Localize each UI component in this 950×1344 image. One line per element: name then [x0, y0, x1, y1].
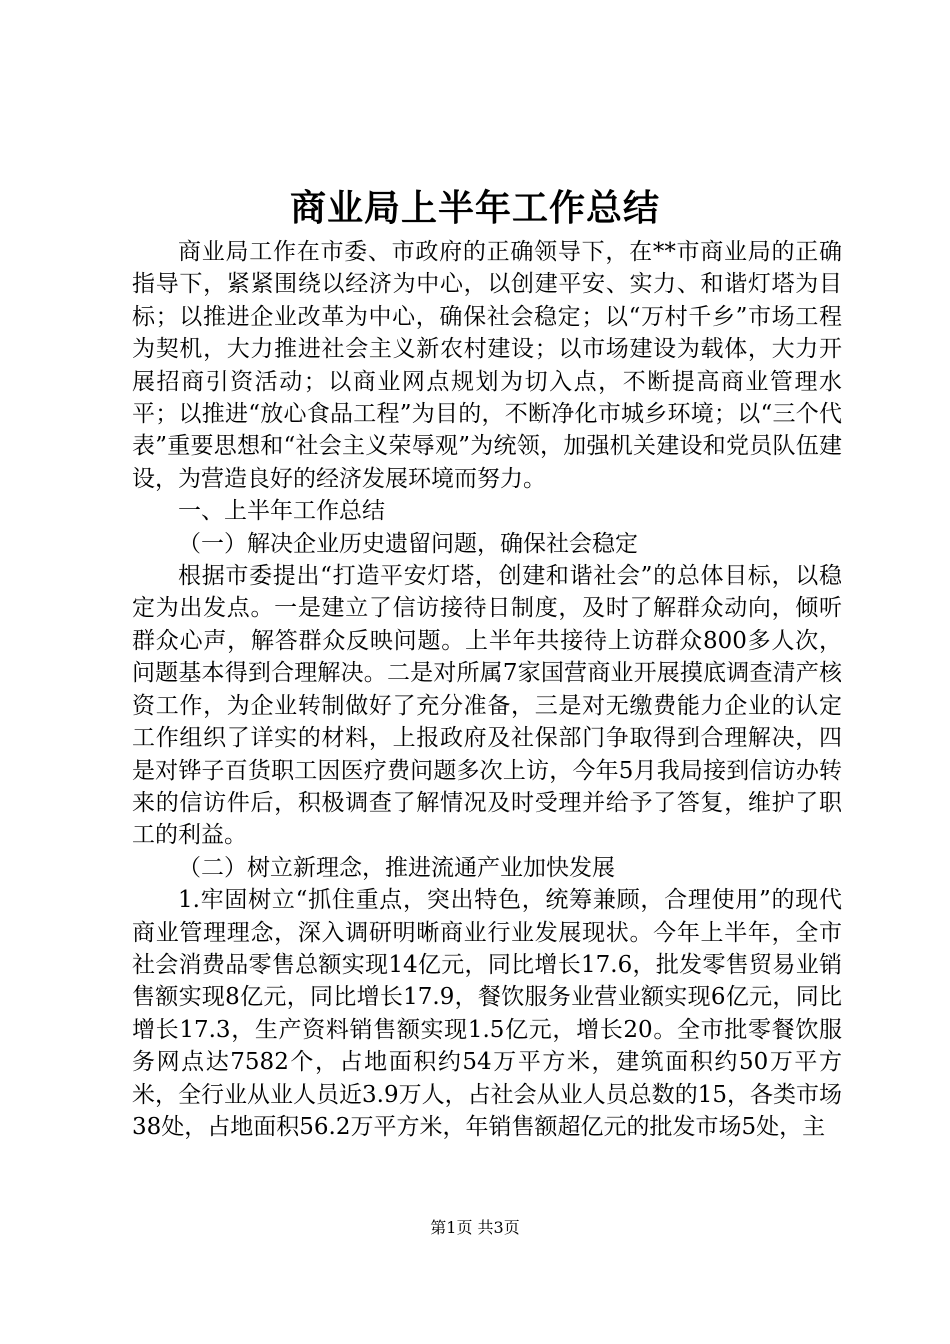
document-body — [132, 236, 842, 1143]
subsection-heading-2: （二）树立新理念，推进流通产业加快发展 — [178, 854, 615, 881]
document-title: 商业局上半年工作总结 — [289, 187, 660, 229]
paragraph-development: 1.牢固树立“抓住重点，突出特色，统筹兼顾，合理使用”的现代商业管理理念，深入调研明晰商业行业发展现状。今年上半年，全市社会消费品零售总额实现14亿元，同比增长17.6，批发零售贸易业销售额实现8亿元，同比增长17.9，餐饮服务业营业额实现6亿元，同比增长17.3，生产资料销售额实现1.5亿元，增长20。全市批零餐饮服务网点达7582个，占地面积约54万平方米，建筑面积约50万平方米，全行业从业人员近3.9万人，占社会从业人员总数的15，各类市场38处，占地面积56.2万平方米，年销售额超亿元的批发市场5处，主 — [132, 887, 842, 1140]
paragraph-stability: 根据市委提出“打造平安灯塔，创建和谐社会”的总体目标，以稳定为出发点。一是建立了信访接待日制度，及时了解群众动向，倾听群众心声，解答群众反映问题。上半年共接待上访群众800多人次，问题基本得到合理解决。二是对所属7家国营商业开展摸底调查清产核资工作，为企业转制做好了充分准备，三是对无缴费能力企业的认定工作组织了详实的材料，上报政府及社保部门争取得到合理解决，四是对铧子百货职工因医疗费问题多次上访，今年5月我局接到信访办转来的信访件后，积极调查了解情况及时受理并给予了答复，维护了职工的利益。 — [132, 563, 842, 849]
section-heading-1: 一、上半年工作总结 — [178, 498, 385, 525]
paragraph-intro: 商业局工作在市委、市政府的正确领导下，在**市商业局的正确指导下，紧紧围绕以经济为中心，以创建平安、实力、和谐灯塔为目标；以推进企业改革为中心，确保社会稳定；以“万村千乡”市场工程为契机，大力推进社会主义新农村建设；以市场建设为载体，大力开展招商引资活动；以商业网点规划为切入点，不断提高商业管理水平；以推进“放心食品工程”为目的，不断净化市城乡环境；以“三个代表”重要思想和“社会主义荣辱观”为统领，加强机关建设和党员队伍建设，为营造良好的经济发展环境而努力。 — [132, 239, 842, 492]
page-footer: 第1页 共3页 — [430, 1218, 520, 1237]
subsection-heading-1: （一）解决企业历史遗留问题，确保社会稳定 — [178, 530, 638, 557]
